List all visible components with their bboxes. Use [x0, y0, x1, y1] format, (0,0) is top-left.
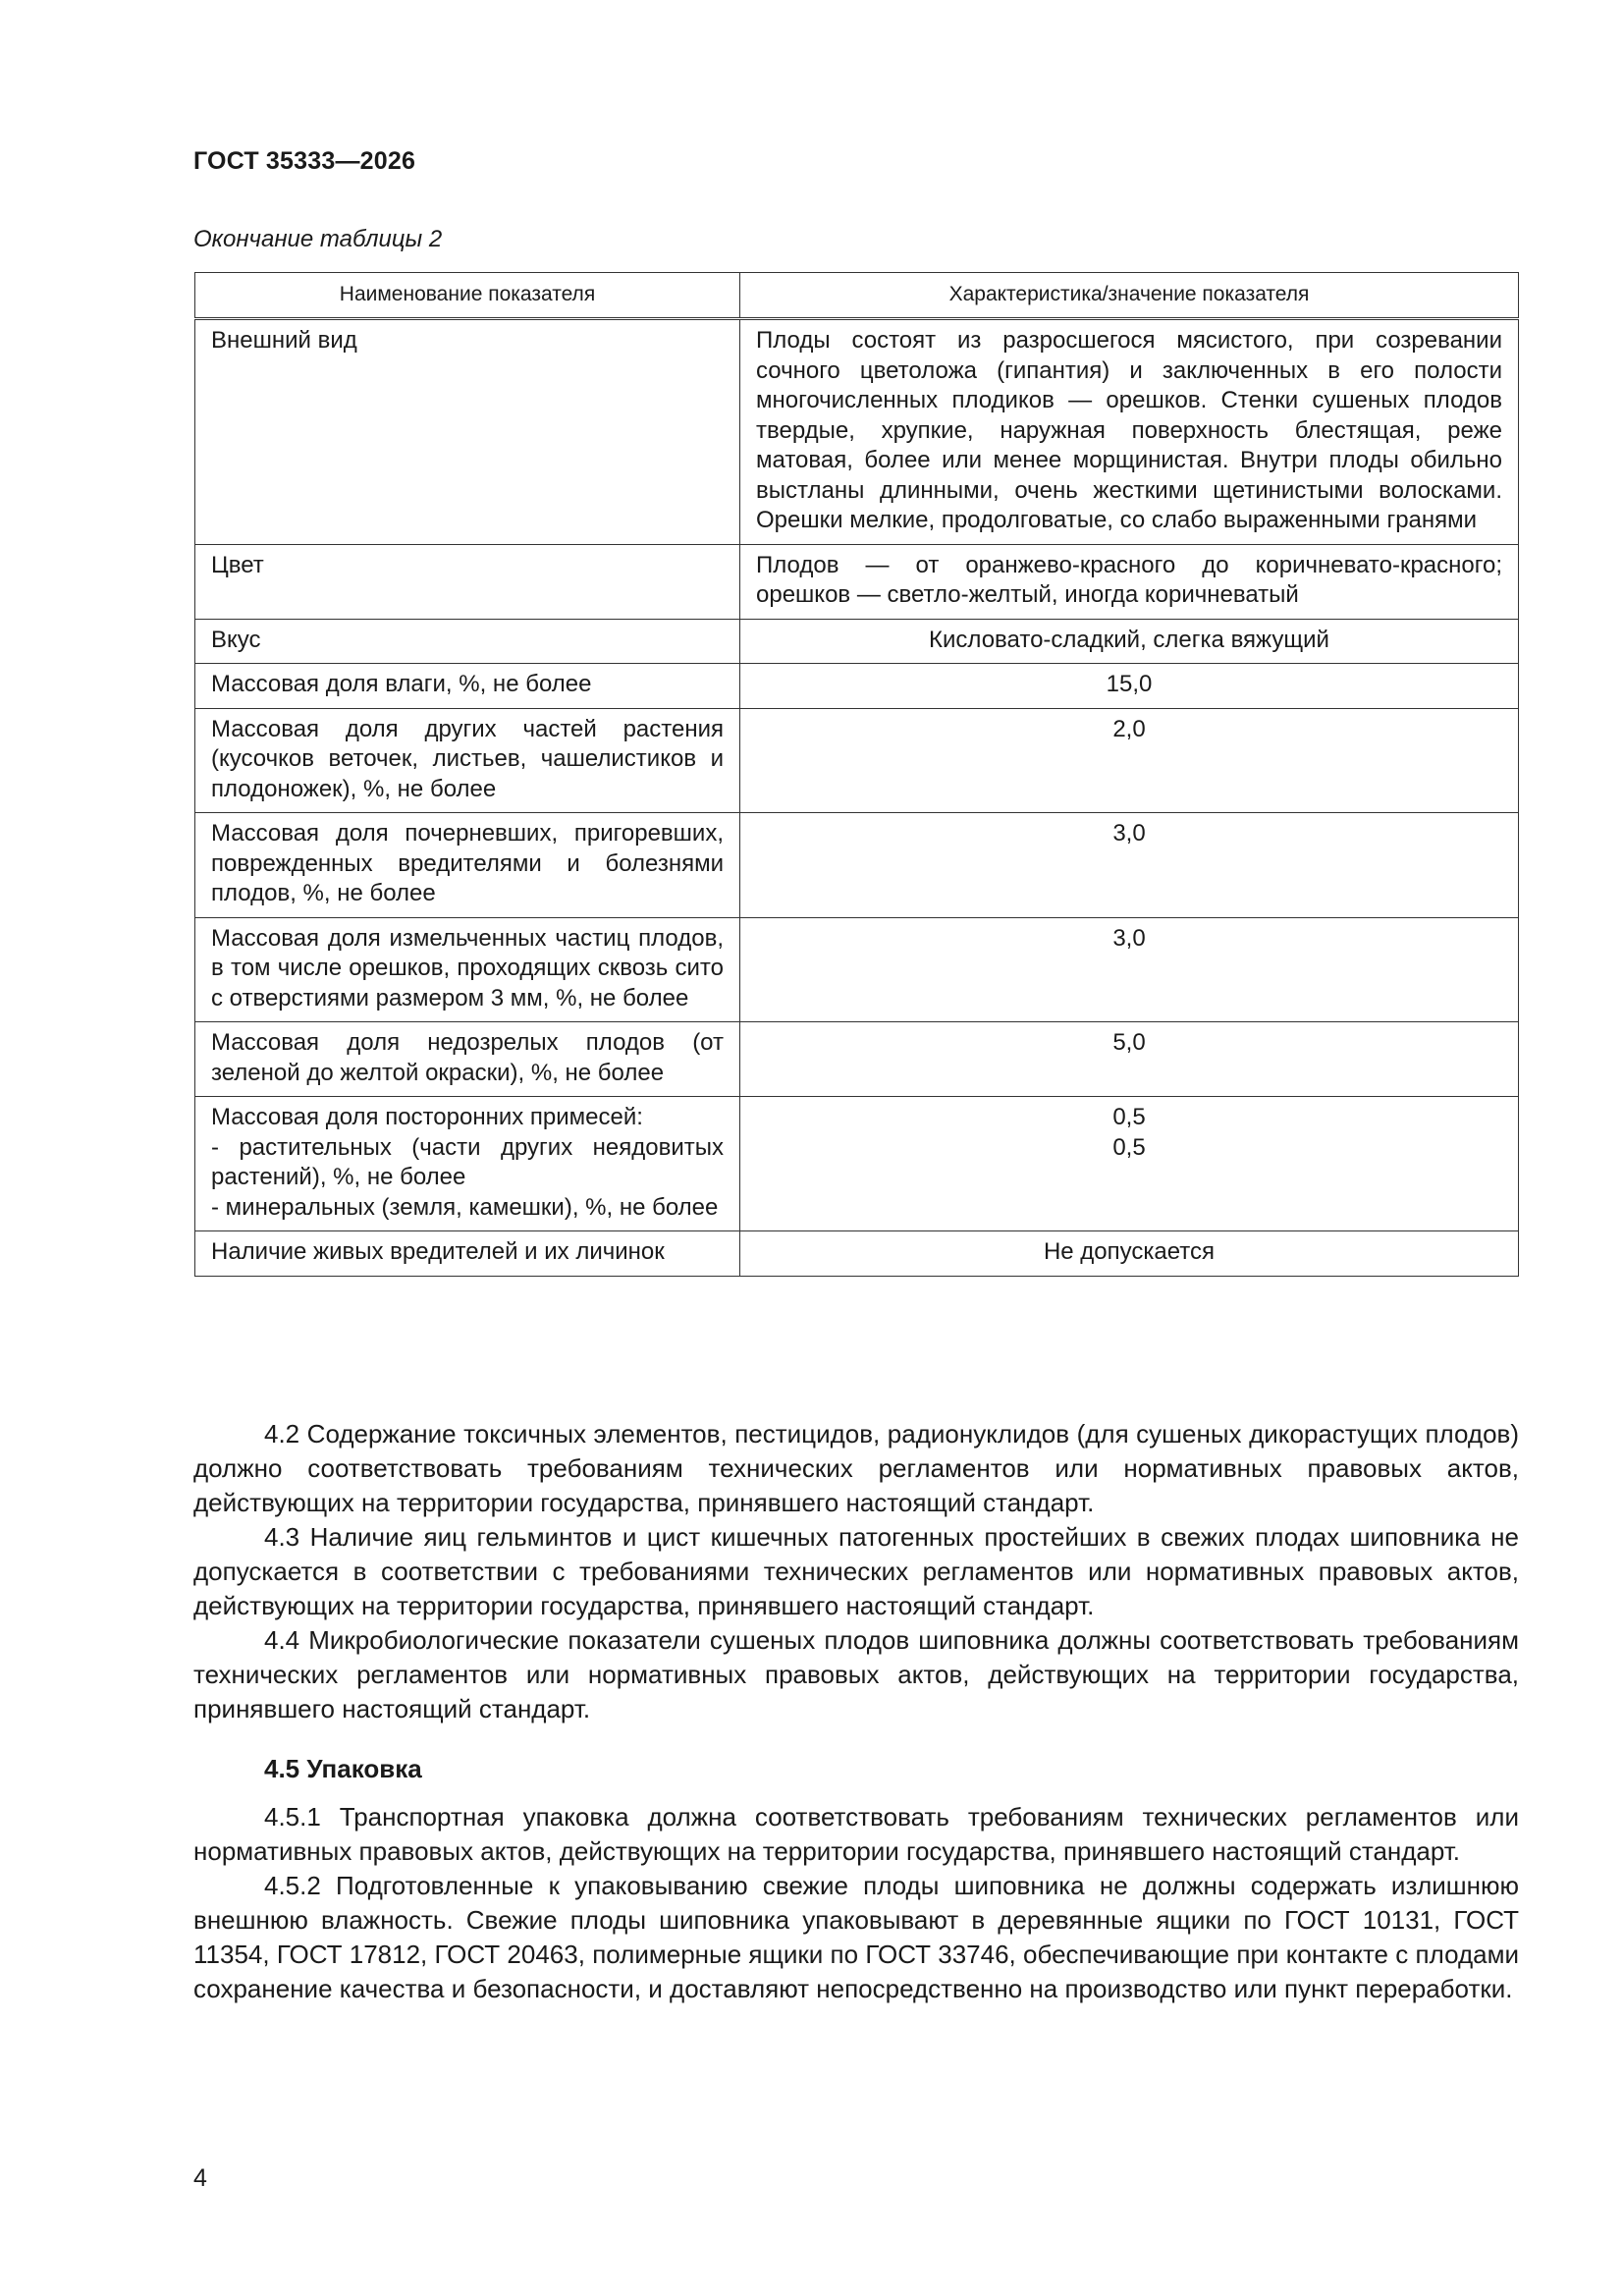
indicator-name: Массовая доля других частей растения (кусочков веточек, листьев, чашелистиков и плодоножек), %, не более	[195, 708, 740, 813]
indicator-value: Не допускается	[740, 1231, 1519, 1277]
table-row	[195, 544, 1519, 619]
indicator-value: Плодов — от оранжево-красного до коричневато-красного; орешков — светло-желтый, иногда коричневатый	[740, 544, 1519, 619]
indicator-name: Массовая доля недозрелых плодов (от зеленой до желтой окраски), %, не более	[195, 1022, 740, 1097]
indicator-value: 3,0	[740, 917, 1519, 1022]
indicator-value: Плоды состоят из разросшегося мясистого, при созревании сочного цветоложа (гипантия) и заключенных в его полости многочисленных плодиков — орешков. Стенки сушеных плодов твердые, хрупкие, наружная поверхность блестящая, реже матовая, более или менее морщинистая. Внутри плоды обильно выстланы длинными, очень жесткими щетинистыми волосками. Орешки мелкие, продолговатые, со слабо выраженными гранями	[740, 319, 1519, 545]
table-row	[195, 619, 1519, 664]
paragraph-4-5-1: 4.5.1 Транспортная упаковка должна соответствовать требованиям технических регламентов или нормативных правовых актов, действующих на территории государства, принявшего настоящий стандарт.	[193, 1802, 1519, 1866]
indicator-value: Кисловато-сладкий, слегка вяжущий	[740, 619, 1519, 664]
indicator-name	[195, 1097, 740, 1231]
indicator-name: Наличие живых вредителей и их личинок	[195, 1231, 740, 1277]
page-number: 4	[193, 2164, 207, 2192]
table-row	[195, 1022, 1519, 1097]
name-line-main: Массовая доля посторонних примесей:	[211, 1104, 643, 1130]
section-heading-packaging: 4.5 Упаковка	[264, 1754, 422, 1783]
table-caption: Окончание таблицы 2	[193, 226, 443, 252]
indicator-name: Массовая доля почерневших, пригоревших, поврежденных вредителями и болезнями плодов, %, не более	[195, 813, 740, 918]
table-header-row	[195, 273, 1519, 319]
column-header-name: Наименование показателя	[195, 273, 740, 319]
table-row	[195, 917, 1519, 1022]
table-row	[195, 664, 1519, 709]
indicator-value	[740, 1097, 1519, 1231]
table-row	[195, 1231, 1519, 1277]
paragraph-4-3: 4.3 Наличие яиц гельминтов и цист кишечных патогенных простейших в свежих плодах шиповника не допускается в соответствии с требованиями технических регламентов или нормативных правовых актов, действующих на территории государства, принявшего настоящий стандарт.	[193, 1522, 1519, 1620]
table-row	[195, 1097, 1519, 1231]
document-header: ГОСТ 35333—2026	[193, 147, 416, 175]
indicator-name: Массовая доля влаги, %, не более	[195, 664, 740, 709]
indicator-value: 3,0	[740, 813, 1519, 918]
name-line-plant: - растительных (части других неядовитых растений), %, не более	[211, 1133, 724, 1190]
indicator-value: 15,0	[740, 664, 1519, 709]
indicator-name: Внешний вид	[195, 319, 740, 545]
indicator-value: 2,0	[740, 708, 1519, 813]
table-row	[195, 813, 1519, 918]
indicator-value: 5,0	[740, 1022, 1519, 1097]
table-row	[195, 708, 1519, 813]
column-header-value: Характеристика/значение показателя	[740, 273, 1519, 319]
indicator-name: Массовая доля измельченных частиц плодов, в том числе орешков, проходящих сквозь сито с отверстиями размером 3 мм, %, не более	[195, 917, 740, 1022]
table-row	[195, 319, 1519, 545]
value-mineral: 0,5	[1112, 1133, 1146, 1161]
paragraph-4-4: 4.4 Микробиологические показатели сушеных плодов шиповника должны соответствовать требованиям технических регламентов или нормативных правовых актов, действующих на территории государства, принявшего настоящий стандарт.	[193, 1625, 1519, 1723]
indicator-name: Цвет	[195, 544, 740, 619]
body-text	[193, 1417, 1519, 2006]
specification-table	[194, 272, 1519, 1277]
indicator-name: Вкус	[195, 619, 740, 664]
name-line-mineral: - минеральных (земля, камешки), %, не более	[211, 1193, 719, 1221]
value-plant: 0,5	[1112, 1104, 1146, 1130]
paragraph-4-2: 4.2 Содержание токсичных элементов, пестицидов, радионуклидов (для сушеных дикорастущих плодов) должно соответствовать требованиям технических регламентов или нормативных правовых актов, действующих на территории государства, принявшего настоящий стандарт.	[193, 1419, 1519, 1517]
paragraph-4-5-2: 4.5.2 Подготовленные к упаковыванию свежие плоды шиповника не должны содержать излишнюю внешнюю влажность. Свежие плоды шиповника упаковывают в деревянные ящики по ГОСТ 10131, ГОСТ 11354, ГОСТ 17812, ГОСТ 20463, полимерные ящики по ГОСТ 33746, обеспечивающие при контакте с плодами сохранение качества и безопасности, и доставляют непосредственно на производство или пункт переработки.	[193, 1871, 1519, 2003]
